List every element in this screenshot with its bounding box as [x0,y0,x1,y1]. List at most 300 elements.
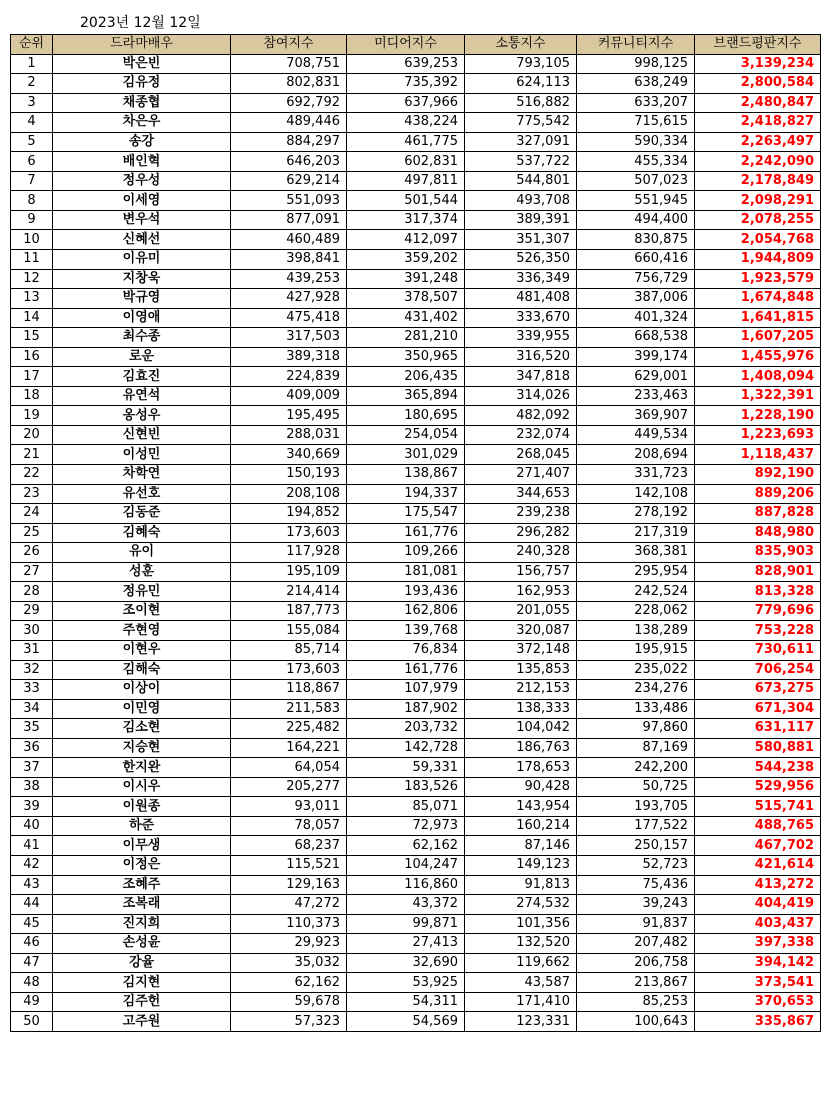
participation-cell: 62,162 [231,973,347,993]
community-cell: 85,253 [577,992,695,1012]
communication-cell: 171,410 [465,992,577,1012]
header-rank: 순위 [11,35,53,55]
participation-cell: 164,221 [231,738,347,758]
community-cell: 494,400 [577,210,695,230]
rank-cell: 46 [11,934,53,954]
brand-reputation-cell: 404,419 [695,895,821,915]
rank-cell: 34 [11,699,53,719]
media-cell: 254,054 [347,425,465,445]
rank-cell: 30 [11,621,53,641]
communication-cell: 336,349 [465,269,577,289]
actor-name-cell: 로운 [53,347,231,367]
community-cell: 195,915 [577,640,695,660]
rank-cell: 25 [11,523,53,543]
participation-cell: 489,446 [231,113,347,133]
participation-cell: 85,714 [231,640,347,660]
media-cell: 378,507 [347,289,465,309]
actor-name-cell: 유이 [53,543,231,563]
header-community: 커뮤니티지수 [577,35,695,55]
brand-reputation-cell: 403,437 [695,914,821,934]
communication-cell: 482,092 [465,406,577,426]
media-cell: 431,402 [347,308,465,328]
rank-cell: 36 [11,738,53,758]
community-cell: 830,875 [577,230,695,250]
communication-cell: 87,146 [465,836,577,856]
rank-cell: 1 [11,54,53,74]
brand-reputation-cell: 730,611 [695,640,821,660]
table-row [11,797,821,817]
communication-cell: 327,091 [465,132,577,152]
brand-reputation-cell: 467,702 [695,836,821,856]
participation-cell: 205,277 [231,777,347,797]
media-cell: 104,247 [347,855,465,875]
participation-cell: 692,792 [231,93,347,113]
communication-cell: 624,113 [465,74,577,94]
participation-cell: 173,603 [231,660,347,680]
header-communication: 소통지수 [465,35,577,55]
table-row [11,308,821,328]
participation-cell: 629,214 [231,171,347,191]
actor-name-cell: 김유정 [53,74,231,94]
brand-reputation-cell: 580,881 [695,738,821,758]
table-row [11,582,821,602]
media-cell: 53,925 [347,973,465,993]
rank-cell: 27 [11,562,53,582]
actor-name-cell: 이유미 [53,250,231,270]
table-row [11,934,821,954]
actor-name-cell: 이민영 [53,699,231,719]
community-cell: 91,837 [577,914,695,934]
actor-name-cell: 하준 [53,816,231,836]
actor-name-cell: 지창욱 [53,269,231,289]
table-row [11,250,821,270]
table-row [11,836,821,856]
participation-cell: 317,503 [231,328,347,348]
brand-reputation-cell: 1,322,391 [695,386,821,406]
media-cell: 54,311 [347,992,465,1012]
brand-reputation-cell: 335,867 [695,1012,821,1032]
media-cell: 350,965 [347,347,465,367]
media-cell: 365,894 [347,386,465,406]
table-row [11,895,821,915]
media-cell: 637,966 [347,93,465,113]
header-media: 미디어지수 [347,35,465,55]
participation-cell: 29,923 [231,934,347,954]
media-cell: 107,979 [347,680,465,700]
communication-cell: 156,757 [465,562,577,582]
brand-reputation-cell: 397,338 [695,934,821,954]
media-cell: 735,392 [347,74,465,94]
participation-cell: 110,373 [231,914,347,934]
participation-cell: 398,841 [231,250,347,270]
rank-cell: 5 [11,132,53,152]
communication-cell: 132,520 [465,934,577,954]
media-cell: 281,210 [347,328,465,348]
community-cell: 217,319 [577,523,695,543]
table-row [11,54,821,74]
table-row [11,523,821,543]
rank-cell: 22 [11,465,53,485]
participation-cell: 64,054 [231,758,347,778]
brand-reputation-cell: 1,455,976 [695,347,821,367]
brand-reputation-cell: 2,480,847 [695,93,821,113]
actor-name-cell: 변우석 [53,210,231,230]
media-cell: 301,029 [347,445,465,465]
communication-cell: 104,042 [465,719,577,739]
communication-cell: 162,953 [465,582,577,602]
actor-name-cell: 김해숙 [53,660,231,680]
community-cell: 387,006 [577,289,695,309]
media-cell: 142,728 [347,738,465,758]
brand-reputation-cell: 544,238 [695,758,821,778]
actor-name-cell: 김지현 [53,973,231,993]
brand-reputation-cell: 753,228 [695,621,821,641]
actor-name-cell: 채종협 [53,93,231,113]
actor-name-cell: 박은빈 [53,54,231,74]
actor-name-cell: 이영애 [53,308,231,328]
header-participation: 참여지수 [231,35,347,55]
communication-cell: 43,587 [465,973,577,993]
participation-cell: 194,852 [231,504,347,524]
media-cell: 438,224 [347,113,465,133]
rank-cell: 12 [11,269,53,289]
participation-cell: 93,011 [231,797,347,817]
communication-cell: 143,954 [465,797,577,817]
rank-cell: 20 [11,425,53,445]
brand-reputation-cell: 529,956 [695,777,821,797]
rank-cell: 38 [11,777,53,797]
actor-name-cell: 진지희 [53,914,231,934]
community-cell: 242,524 [577,582,695,602]
rank-cell: 39 [11,797,53,817]
brand-reputation-cell: 1,118,437 [695,445,821,465]
media-cell: 187,902 [347,699,465,719]
actor-name-cell: 이상이 [53,680,231,700]
table-row [11,992,821,1012]
rank-cell: 29 [11,601,53,621]
media-cell: 85,071 [347,797,465,817]
rank-cell: 11 [11,250,53,270]
actor-name-cell: 조복래 [53,895,231,915]
community-cell: 449,534 [577,425,695,445]
rank-cell: 41 [11,836,53,856]
communication-cell: 516,882 [465,93,577,113]
community-cell: 756,729 [577,269,695,289]
media-cell: 72,973 [347,816,465,836]
participation-cell: 173,603 [231,523,347,543]
table-row [11,230,821,250]
participation-cell: 340,669 [231,445,347,465]
actor-name-cell: 유연석 [53,386,231,406]
community-cell: 228,062 [577,601,695,621]
actor-name-cell: 고주원 [53,1012,231,1032]
participation-cell: 877,091 [231,210,347,230]
communication-cell: 274,532 [465,895,577,915]
media-cell: 317,374 [347,210,465,230]
community-cell: 138,289 [577,621,695,641]
participation-cell: 802,831 [231,74,347,94]
community-cell: 368,381 [577,543,695,563]
brand-reputation-cell: 413,272 [695,875,821,895]
participation-cell: 47,272 [231,895,347,915]
community-cell: 206,758 [577,953,695,973]
brand-reputation-cell: 1,223,693 [695,425,821,445]
table-row [11,855,821,875]
community-cell: 250,157 [577,836,695,856]
actor-name-cell: 배인혁 [53,152,231,172]
community-cell: 97,860 [577,719,695,739]
actor-name-cell: 정우성 [53,171,231,191]
brand-reputation-cell: 1,641,815 [695,308,821,328]
table-row [11,74,821,94]
table-row [11,738,821,758]
rank-cell: 3 [11,93,53,113]
communication-cell: 149,123 [465,855,577,875]
communication-cell: 212,153 [465,680,577,700]
table-row [11,640,821,660]
brand-reputation-cell: 2,178,849 [695,171,821,191]
community-cell: 177,522 [577,816,695,836]
table-row [11,699,821,719]
community-cell: 193,705 [577,797,695,817]
media-cell: 99,871 [347,914,465,934]
communication-cell: 271,407 [465,465,577,485]
actor-name-cell: 이성민 [53,445,231,465]
communication-cell: 320,087 [465,621,577,641]
communication-cell: 296,282 [465,523,577,543]
community-cell: 133,486 [577,699,695,719]
table-row [11,425,821,445]
table-row [11,171,821,191]
media-cell: 461,775 [347,132,465,152]
table-row [11,152,821,172]
community-cell: 100,643 [577,1012,695,1032]
table-row [11,289,821,309]
actor-name-cell: 김주헌 [53,992,231,1012]
actor-name-cell: 김효진 [53,367,231,387]
participation-cell: 195,109 [231,562,347,582]
actor-name-cell: 이시우 [53,777,231,797]
brand-reputation-cell: 2,054,768 [695,230,821,250]
brand-reputation-cell: 370,653 [695,992,821,1012]
brand-reputation-cell: 488,765 [695,816,821,836]
community-cell: 142,108 [577,484,695,504]
communication-cell: 793,105 [465,54,577,74]
date-label: 2023년 12월 12일 [80,15,201,31]
table-row [11,973,821,993]
community-cell: 399,174 [577,347,695,367]
media-cell: 391,248 [347,269,465,289]
table-row [11,347,821,367]
community-cell: 233,463 [577,386,695,406]
table-row [11,386,821,406]
participation-cell: 427,928 [231,289,347,309]
media-cell: 175,547 [347,504,465,524]
rank-cell: 8 [11,191,53,211]
community-cell: 87,169 [577,738,695,758]
rank-cell: 17 [11,367,53,387]
actor-name-cell: 이세영 [53,191,231,211]
media-cell: 59,331 [347,758,465,778]
communication-cell: 333,670 [465,308,577,328]
rank-cell: 18 [11,386,53,406]
participation-cell: 409,009 [231,386,347,406]
participation-cell: 225,482 [231,719,347,739]
table-row [11,601,821,621]
table-row [11,719,821,739]
communication-cell: 339,955 [465,328,577,348]
participation-cell: 68,237 [231,836,347,856]
brand-reputation-cell: 2,098,291 [695,191,821,211]
media-cell: 27,413 [347,934,465,954]
media-cell: 206,435 [347,367,465,387]
community-cell: 242,200 [577,758,695,778]
brand-reputation-cell: 2,263,497 [695,132,821,152]
participation-cell: 78,057 [231,816,347,836]
brand-reputation-cell: 2,242,090 [695,152,821,172]
actor-name-cell: 유선호 [53,484,231,504]
brand-reputation-cell: 515,741 [695,797,821,817]
communication-cell: 239,238 [465,504,577,524]
actor-name-cell: 김소현 [53,719,231,739]
table-row [11,113,821,133]
brand-reputation-cell: 671,304 [695,699,821,719]
rank-cell: 35 [11,719,53,739]
brand-reputation-cell: 2,078,255 [695,210,821,230]
communication-cell: 186,763 [465,738,577,758]
media-cell: 359,202 [347,250,465,270]
rank-cell: 7 [11,171,53,191]
brand-reputation-cell: 1,228,190 [695,406,821,426]
rank-cell: 26 [11,543,53,563]
participation-cell: 214,414 [231,582,347,602]
communication-cell: 138,333 [465,699,577,719]
rank-cell: 44 [11,895,53,915]
brand-reputation-cell: 813,328 [695,582,821,602]
table-row [11,406,821,426]
communication-cell: 90,428 [465,777,577,797]
communication-cell: 178,653 [465,758,577,778]
table-row [11,777,821,797]
participation-cell: 708,751 [231,54,347,74]
communication-cell: 123,331 [465,1012,577,1032]
table-row [11,465,821,485]
participation-cell: 288,031 [231,425,347,445]
brand-reputation-cell: 2,418,827 [695,113,821,133]
media-cell: 139,768 [347,621,465,641]
community-cell: 590,334 [577,132,695,152]
communication-cell: 537,722 [465,152,577,172]
media-cell: 76,834 [347,640,465,660]
brand-reputation-cell: 421,614 [695,855,821,875]
participation-cell: 211,583 [231,699,347,719]
header-brand-reputation: 브랜드평판지수 [695,35,821,55]
media-cell: 109,266 [347,543,465,563]
brand-reputation-cell: 892,190 [695,465,821,485]
actor-name-cell: 김동준 [53,504,231,524]
brand-reputation-cell: 373,541 [695,973,821,993]
community-cell: 633,207 [577,93,695,113]
participation-cell: 475,418 [231,308,347,328]
participation-cell: 118,867 [231,680,347,700]
brand-reputation-cell: 1,923,579 [695,269,821,289]
communication-cell: 119,662 [465,953,577,973]
community-cell: 39,243 [577,895,695,915]
brand-reputation-cell: 848,980 [695,523,821,543]
community-cell: 629,001 [577,367,695,387]
participation-cell: 150,193 [231,465,347,485]
brand-reputation-cell: 2,800,584 [695,74,821,94]
community-cell: 668,538 [577,328,695,348]
brand-reputation-cell: 1,674,848 [695,289,821,309]
participation-cell: 195,495 [231,406,347,426]
media-cell: 43,372 [347,895,465,915]
table-row [11,132,821,152]
table-row [11,660,821,680]
rank-cell: 31 [11,640,53,660]
rank-cell: 48 [11,973,53,993]
participation-cell: 646,203 [231,152,347,172]
table-row [11,210,821,230]
media-cell: 639,253 [347,54,465,74]
table-row [11,328,821,348]
header-row [11,35,821,55]
rank-cell: 14 [11,308,53,328]
communication-cell: 526,350 [465,250,577,270]
media-cell: 602,831 [347,152,465,172]
rank-cell: 6 [11,152,53,172]
participation-cell: 439,253 [231,269,347,289]
communication-cell: 775,542 [465,113,577,133]
media-cell: 193,436 [347,582,465,602]
media-cell: 183,526 [347,777,465,797]
rank-cell: 4 [11,113,53,133]
brand-reputation-cell: 835,903 [695,543,821,563]
participation-cell: 59,678 [231,992,347,1012]
rank-cell: 24 [11,504,53,524]
rank-cell: 42 [11,855,53,875]
rank-cell: 28 [11,582,53,602]
participation-cell: 224,839 [231,367,347,387]
community-cell: 213,867 [577,973,695,993]
brand-reputation-cell: 887,828 [695,504,821,524]
actor-name-cell: 송강 [53,132,231,152]
brand-reputation-cell: 3,139,234 [695,54,821,74]
communication-cell: 316,520 [465,347,577,367]
actor-name-cell: 지승현 [53,738,231,758]
table-row [11,914,821,934]
communication-cell: 372,148 [465,640,577,660]
table-row [11,269,821,289]
actor-name-cell: 신현빈 [53,425,231,445]
actor-name-cell: 정유민 [53,582,231,602]
rank-cell: 9 [11,210,53,230]
table-row [11,621,821,641]
brand-reputation-cell: 706,254 [695,660,821,680]
actor-name-cell: 옹성우 [53,406,231,426]
media-cell: 116,860 [347,875,465,895]
brand-reputation-cell: 1,607,205 [695,328,821,348]
participation-cell: 187,773 [231,601,347,621]
rank-cell: 15 [11,328,53,348]
actor-name-cell: 손성윤 [53,934,231,954]
brand-reputation-cell: 1,944,809 [695,250,821,270]
community-cell: 52,723 [577,855,695,875]
actor-name-cell: 차학연 [53,465,231,485]
media-cell: 194,337 [347,484,465,504]
table-row [11,875,821,895]
media-cell: 181,081 [347,562,465,582]
